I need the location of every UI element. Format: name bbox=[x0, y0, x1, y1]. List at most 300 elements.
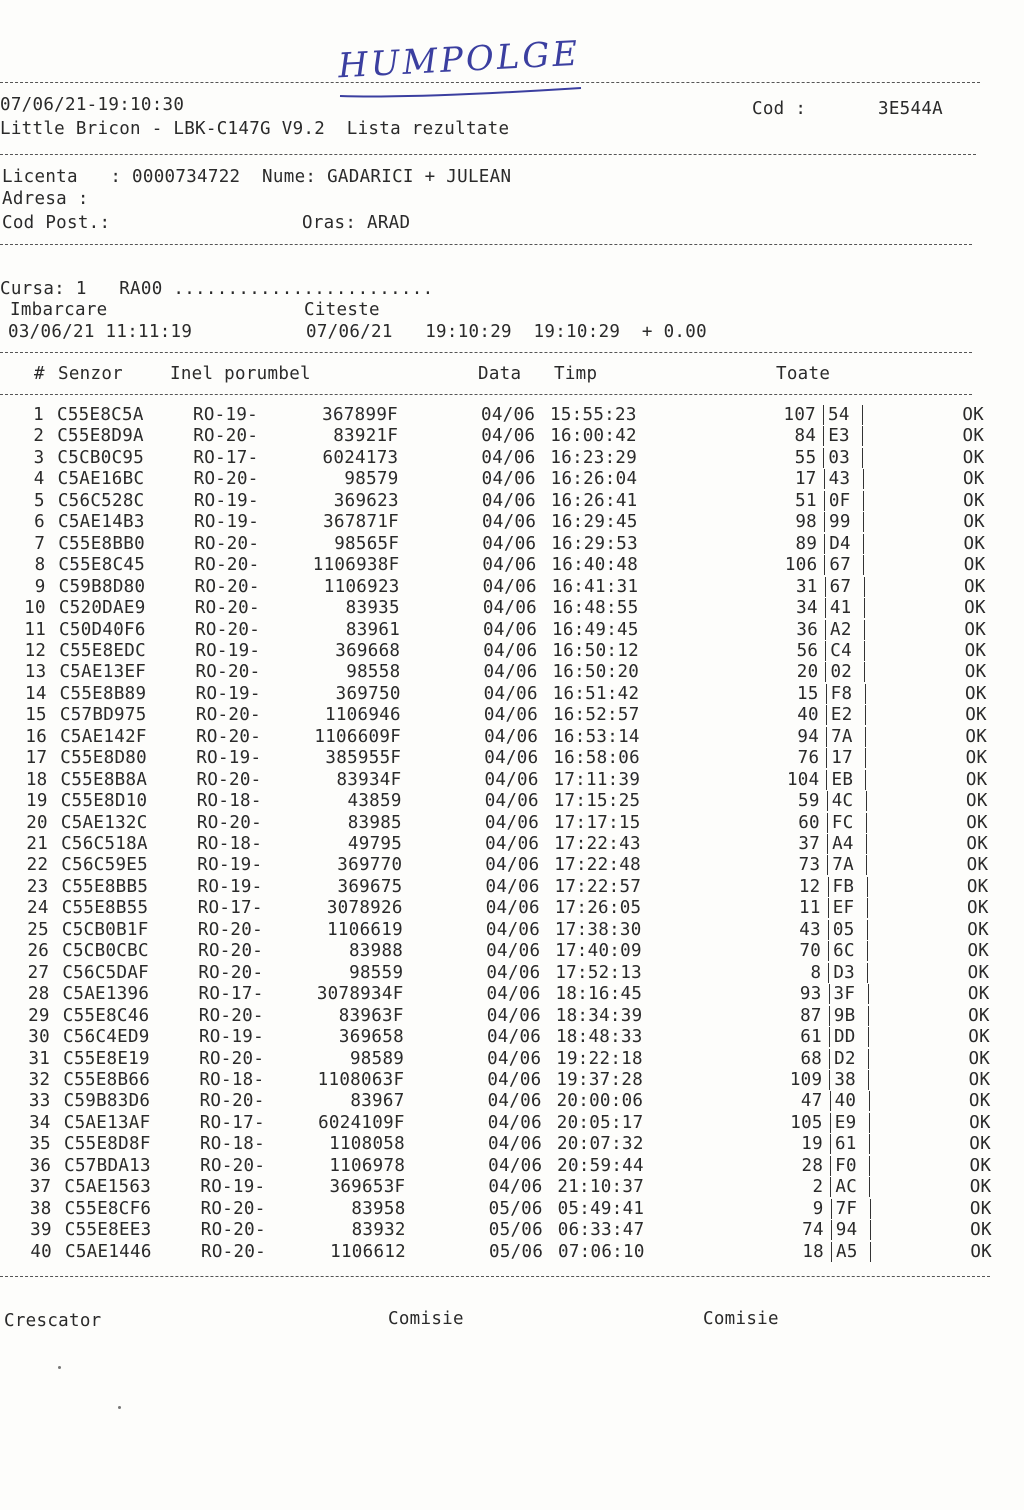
column-mark bbox=[866, 855, 867, 875]
check-code: 0F bbox=[828, 490, 851, 511]
column-mark bbox=[867, 941, 868, 961]
column-mark bbox=[862, 426, 863, 446]
sensor-id: C50D40F6 bbox=[59, 619, 146, 640]
sensor-id: C5AE1446 bbox=[65, 1241, 152, 1262]
arrival-date: 04/06 bbox=[483, 683, 538, 704]
column-mark bbox=[825, 662, 826, 682]
table-row bbox=[6, 983, 1006, 1005]
arrival-date: 04/06 bbox=[485, 855, 540, 876]
column-mark bbox=[829, 1070, 830, 1090]
arrival-time: 17:22:48 bbox=[554, 855, 641, 876]
ring-prefix: RO-20- bbox=[201, 1241, 267, 1262]
ring-prefix: RO-19- bbox=[195, 683, 261, 704]
status-ok: OK bbox=[965, 726, 988, 747]
divider-fancier bbox=[0, 244, 972, 245]
read-times: 07/06/21 19:10:29 19:10:29 + 0.00 bbox=[306, 322, 707, 342]
column-mark bbox=[830, 1156, 831, 1176]
arrival-time: 16:40:48 bbox=[551, 555, 639, 576]
arrival-count: 87 bbox=[800, 1005, 822, 1026]
ring-prefix: RO-20- bbox=[196, 769, 262, 790]
sensor-id: C55E8B89 bbox=[59, 683, 147, 704]
column-mark bbox=[862, 405, 863, 425]
boarding-label: Imbarcare bbox=[10, 300, 108, 320]
column-mark bbox=[824, 534, 825, 554]
arrival-time: 20:59:44 bbox=[557, 1155, 644, 1176]
ring-number: 369770 bbox=[337, 855, 403, 876]
arrival-count: 94 bbox=[797, 726, 820, 747]
table-row bbox=[7, 1176, 1007, 1198]
row-number: 34 bbox=[29, 1112, 51, 1133]
ring-number: 1106946 bbox=[325, 705, 401, 726]
arrival-date: 04/06 bbox=[487, 1048, 542, 1069]
table-row bbox=[4, 854, 1004, 876]
check-code: EB bbox=[831, 769, 854, 790]
table-row bbox=[3, 726, 1003, 748]
ring-prefix: RO-20- bbox=[196, 726, 262, 747]
row-number: 17 bbox=[25, 748, 48, 769]
arrival-count: 34 bbox=[796, 598, 818, 619]
check-code: 3F bbox=[833, 984, 856, 1005]
ring-prefix: RO-19- bbox=[194, 512, 260, 533]
ring-prefix: RO-20- bbox=[196, 812, 262, 833]
row-number: 39 bbox=[30, 1220, 52, 1241]
table-row bbox=[2, 661, 1002, 683]
row-number: 24 bbox=[27, 898, 49, 919]
arrival-date: 04/06 bbox=[488, 1155, 543, 1176]
ring-number: 98565F bbox=[334, 533, 400, 554]
arrival-time: 16:49:45 bbox=[552, 619, 639, 640]
sensor-id: C59B83D6 bbox=[63, 1091, 151, 1112]
sensor-id: C55E8C5A bbox=[57, 405, 144, 425]
column-mark bbox=[870, 1220, 871, 1240]
column-mark bbox=[830, 1113, 831, 1133]
column-mark bbox=[825, 577, 826, 597]
check-code: 7A bbox=[832, 855, 854, 876]
arrival-time: 20:07:32 bbox=[556, 1134, 644, 1155]
ring-prefix: RO-20- bbox=[194, 555, 260, 576]
column-mark bbox=[830, 1177, 831, 1197]
ring-prefix: RO-20- bbox=[195, 662, 261, 683]
arrival-date: 04/06 bbox=[483, 705, 539, 726]
arrival-count: 18 bbox=[802, 1241, 824, 1262]
column-mark bbox=[825, 641, 826, 661]
race-line: Cursa: 1 RA00 ........................ bbox=[0, 279, 434, 299]
arrival-date: 04/06 bbox=[482, 512, 537, 533]
status-ok: OK bbox=[969, 1112, 991, 1133]
column-mark bbox=[869, 1091, 870, 1111]
table-row bbox=[5, 876, 1005, 898]
row-number: 20 bbox=[26, 812, 48, 833]
arrival-time: 16:52:57 bbox=[552, 705, 640, 726]
ring-number: 369675 bbox=[337, 876, 403, 897]
arrival-count: 104 bbox=[786, 769, 820, 790]
arrival-time: 16:29:53 bbox=[551, 533, 638, 554]
sensor-id: C55E8B66 bbox=[63, 1069, 151, 1090]
arrival-time: 18:34:39 bbox=[555, 1005, 643, 1026]
table-row bbox=[2, 576, 1002, 598]
status-ok: OK bbox=[968, 1069, 991, 1090]
status-ok: OK bbox=[966, 834, 989, 854]
table-row bbox=[3, 747, 1003, 769]
arrival-time: 15:55:23 bbox=[550, 405, 637, 425]
arrival-count: 19 bbox=[801, 1134, 823, 1155]
ring-prefix: RO-19- bbox=[193, 405, 259, 425]
table-row bbox=[7, 1133, 1007, 1155]
ring-prefix: RO-19- bbox=[198, 1027, 264, 1048]
table-row bbox=[3, 704, 1003, 726]
arrival-date: 04/06 bbox=[481, 405, 536, 425]
row-number: 4 bbox=[33, 469, 45, 490]
arrival-time: 16:50:20 bbox=[552, 662, 640, 683]
ring-number: 3078926 bbox=[326, 898, 403, 919]
table-row bbox=[0, 404, 1000, 426]
ring-number: 3078934F bbox=[316, 984, 404, 1005]
arrival-time: 07:06:10 bbox=[558, 1241, 645, 1262]
table-row bbox=[8, 1198, 1008, 1220]
row-number: 33 bbox=[28, 1091, 51, 1112]
table-row bbox=[3, 683, 1003, 705]
sensor-id: C5CB0C95 bbox=[57, 447, 145, 468]
sensor-id: C55E8C45 bbox=[58, 555, 146, 576]
col-header-time: Timp bbox=[554, 364, 598, 384]
ring-number: 1106612 bbox=[330, 1241, 406, 1262]
column-mark bbox=[862, 448, 863, 468]
row-number: 21 bbox=[26, 834, 49, 854]
arrival-date: 04/06 bbox=[487, 1134, 543, 1155]
column-mark bbox=[865, 684, 866, 704]
ring-number: 98559 bbox=[349, 962, 404, 983]
row-number: 2 bbox=[33, 426, 45, 447]
row-number: 22 bbox=[26, 855, 49, 876]
table-row bbox=[7, 1090, 1007, 1112]
sensor-id: C55E8C46 bbox=[62, 1005, 150, 1026]
column-mark bbox=[869, 1177, 870, 1197]
column-mark bbox=[829, 984, 830, 1004]
status-ok: OK bbox=[962, 405, 984, 425]
column-mark bbox=[865, 705, 866, 725]
status-ok: OK bbox=[965, 705, 987, 726]
arrival-date: 04/06 bbox=[487, 1112, 542, 1133]
arrival-time: 18:16:45 bbox=[555, 984, 643, 1005]
column-mark bbox=[870, 1199, 871, 1219]
divider-top bbox=[0, 82, 980, 83]
column-mark bbox=[826, 770, 827, 790]
sensor-id: C59B8D80 bbox=[58, 576, 146, 597]
ring-number: 385955F bbox=[325, 748, 402, 769]
table-row bbox=[1, 511, 1001, 533]
status-ok: OK bbox=[967, 984, 990, 1005]
table-row bbox=[5, 897, 1005, 919]
sensor-id: C5AE16BC bbox=[57, 469, 145, 490]
row-number: 31 bbox=[28, 1048, 51, 1069]
ring-prefix: RO-18- bbox=[199, 1134, 265, 1155]
arrival-time: 05:49:41 bbox=[557, 1198, 645, 1219]
status-ok: OK bbox=[962, 447, 985, 468]
table-row bbox=[2, 640, 1002, 662]
arrival-date: 04/06 bbox=[485, 834, 540, 854]
arrival-date: 04/06 bbox=[486, 984, 541, 1005]
check-code: C4 bbox=[830, 640, 852, 661]
status-ok: OK bbox=[963, 576, 986, 597]
ring-number: 369623 bbox=[333, 490, 399, 511]
ring-number: 83967 bbox=[350, 1091, 405, 1112]
status-ok: OK bbox=[963, 555, 986, 576]
ring-number: 1106619 bbox=[327, 919, 403, 940]
ring-number: 43859 bbox=[347, 791, 402, 812]
row-number: 23 bbox=[26, 876, 49, 897]
divider-table-header bbox=[0, 394, 972, 395]
sensor-id: C5AE13AF bbox=[63, 1112, 151, 1133]
column-mark bbox=[824, 512, 825, 532]
arrival-time: 17:52:13 bbox=[555, 962, 643, 983]
status-ok: OK bbox=[965, 748, 988, 769]
sensor-id: C56C528C bbox=[57, 490, 145, 511]
status-ok: OK bbox=[967, 941, 990, 962]
column-mark bbox=[869, 1113, 870, 1133]
check-code: 4C bbox=[831, 791, 854, 812]
boarding-time: 03/06/21 11:11:19 bbox=[8, 322, 193, 342]
arrival-time: 16:00:42 bbox=[550, 426, 637, 447]
row-number: 32 bbox=[28, 1069, 51, 1090]
check-code: 05 bbox=[832, 919, 855, 940]
arrival-count: 40 bbox=[797, 705, 819, 726]
sensor-id: C56C518A bbox=[61, 834, 148, 854]
paper-speck bbox=[58, 1366, 61, 1369]
check-code: 41 bbox=[829, 598, 852, 619]
ring-prefix: RO-20- bbox=[200, 1220, 266, 1241]
arrival-date: 04/06 bbox=[486, 1005, 541, 1026]
arrival-count: 47 bbox=[800, 1091, 823, 1112]
status-ok: OK bbox=[964, 640, 987, 661]
divider-race bbox=[0, 352, 972, 353]
ring-number: 49795 bbox=[347, 834, 403, 854]
column-mark bbox=[829, 1049, 830, 1069]
licence-line: Licenta : 0000734722 Nume: GADARICI + JULEAN bbox=[2, 167, 512, 187]
status-ok: OK bbox=[967, 898, 989, 919]
check-code: EF bbox=[832, 898, 855, 919]
ring-prefix: RO-19- bbox=[200, 1177, 266, 1198]
column-mark bbox=[825, 598, 826, 618]
arrival-count: 93 bbox=[799, 984, 822, 1005]
row-number: 37 bbox=[29, 1177, 52, 1198]
column-mark bbox=[823, 448, 824, 468]
status-ok: OK bbox=[964, 619, 987, 640]
arrival-date: 04/06 bbox=[483, 619, 538, 640]
check-code: D2 bbox=[834, 1048, 856, 1069]
arrival-date: 04/06 bbox=[486, 962, 541, 983]
column-mark bbox=[825, 620, 826, 640]
check-code: E2 bbox=[830, 705, 853, 726]
ring-number: 98589 bbox=[349, 1048, 405, 1069]
arrival-date: 04/06 bbox=[481, 447, 536, 468]
column-mark bbox=[827, 791, 828, 811]
arrival-count: 37 bbox=[798, 834, 821, 854]
arrival-count: 28 bbox=[801, 1155, 824, 1176]
ring-prefix: RO-19- bbox=[196, 748, 262, 769]
check-code: A2 bbox=[830, 619, 852, 640]
arrival-count: 107 bbox=[783, 405, 816, 425]
commission-signature-label-2: Comisie bbox=[703, 1309, 779, 1329]
column-mark bbox=[864, 598, 865, 618]
column-mark bbox=[867, 920, 868, 940]
ring-prefix: RO-20- bbox=[200, 1198, 266, 1219]
column-mark bbox=[826, 684, 827, 704]
row-number: 12 bbox=[24, 640, 47, 661]
col-header-date: Data bbox=[478, 364, 522, 384]
sensor-id: C5AE1563 bbox=[64, 1177, 152, 1198]
arrival-time: 17:11:39 bbox=[553, 769, 641, 790]
ring-prefix: RO-17- bbox=[197, 898, 263, 919]
arrival-time: 16:58:06 bbox=[553, 748, 640, 769]
ring-prefix: RO-20- bbox=[198, 941, 264, 962]
sensor-id: C5AE14B3 bbox=[58, 512, 145, 533]
ring-number: 1106938F bbox=[312, 555, 400, 576]
check-code: 43 bbox=[828, 469, 851, 490]
arrival-time: 17:38:30 bbox=[554, 919, 642, 940]
read-label: Citeste bbox=[304, 300, 380, 320]
row-number: 10 bbox=[24, 598, 46, 619]
ring-prefix: RO-20- bbox=[198, 1005, 264, 1026]
ring-prefix: RO-17- bbox=[198, 984, 264, 1005]
arrival-count: 8 bbox=[810, 962, 822, 983]
ring-number: 1108058 bbox=[329, 1134, 405, 1155]
arrival-count: 70 bbox=[799, 941, 822, 962]
row-number: 15 bbox=[25, 705, 47, 726]
check-code: 9B bbox=[833, 1005, 856, 1026]
status-ok: OK bbox=[969, 1177, 992, 1198]
check-code: 7F bbox=[835, 1198, 858, 1219]
arrival-time: 16:50:12 bbox=[552, 640, 639, 661]
status-ok: OK bbox=[968, 1027, 990, 1048]
arrival-date: 04/06 bbox=[481, 490, 536, 511]
row-number: 38 bbox=[29, 1198, 52, 1219]
check-code: 99 bbox=[829, 512, 851, 533]
arrival-count: 43 bbox=[799, 919, 821, 940]
sensor-id: C5AE132C bbox=[60, 812, 148, 833]
column-mark bbox=[828, 941, 829, 961]
col-header-all: Toate bbox=[776, 364, 831, 384]
column-mark bbox=[828, 898, 829, 918]
ring-number: 369653F bbox=[329, 1177, 406, 1198]
arrival-time: 16:26:04 bbox=[550, 469, 638, 490]
column-mark bbox=[863, 534, 864, 554]
arrival-count: 9 bbox=[812, 1198, 824, 1219]
arrival-date: 04/06 bbox=[481, 469, 536, 490]
column-mark bbox=[824, 491, 825, 511]
ring-number: 83935 bbox=[345, 598, 400, 619]
arrival-date: 04/06 bbox=[482, 533, 537, 554]
ring-prefix: RO-19- bbox=[195, 640, 261, 661]
check-code: 7A bbox=[831, 726, 853, 747]
ring-number: 1108063F bbox=[317, 1069, 405, 1090]
ring-number: 83921F bbox=[333, 426, 399, 447]
status-ok: OK bbox=[964, 598, 986, 619]
arrival-date: 04/06 bbox=[481, 426, 536, 447]
device-line: Little Bricon - LBK-C147G V9.2 Lista rezultate bbox=[0, 119, 510, 139]
check-code: 94 bbox=[835, 1220, 858, 1241]
column-mark bbox=[826, 727, 827, 747]
column-mark bbox=[827, 813, 828, 833]
ring-prefix: RO-20- bbox=[193, 469, 259, 490]
status-ok: OK bbox=[963, 512, 986, 533]
arrival-count: 60 bbox=[798, 812, 820, 833]
check-code: 61 bbox=[834, 1134, 857, 1155]
arrival-time: 16:29:45 bbox=[551, 512, 638, 533]
column-mark bbox=[863, 491, 864, 511]
sensor-id: C5CB0CBC bbox=[62, 941, 149, 962]
ring-prefix: RO-20- bbox=[200, 1155, 266, 1176]
arrival-date: 04/06 bbox=[482, 555, 537, 576]
arrival-count: 15 bbox=[796, 683, 819, 704]
ring-number: 83988 bbox=[348, 941, 404, 962]
arrival-date: 04/06 bbox=[485, 898, 540, 919]
arrival-count: 109 bbox=[789, 1069, 823, 1090]
ring-prefix: RO-20- bbox=[193, 426, 259, 447]
status-ok: OK bbox=[966, 855, 989, 876]
check-code: A5 bbox=[836, 1241, 858, 1262]
status-ok: OK bbox=[962, 426, 985, 447]
ring-prefix: RO-20- bbox=[199, 1091, 265, 1112]
breeder-signature-label: Crescator bbox=[4, 1311, 102, 1331]
arrival-date: 04/06 bbox=[482, 576, 537, 597]
arrival-date: 04/06 bbox=[487, 1091, 542, 1112]
row-number: 25 bbox=[27, 919, 49, 940]
status-ok: OK bbox=[967, 919, 989, 940]
row-number: 18 bbox=[25, 769, 48, 790]
column-mark bbox=[824, 469, 825, 489]
row-number: 36 bbox=[29, 1155, 52, 1176]
table-row bbox=[7, 1112, 1007, 1134]
arrival-date: 04/06 bbox=[484, 791, 539, 812]
table-row bbox=[2, 619, 1002, 641]
ring-prefix: RO-18- bbox=[197, 834, 263, 854]
table-row bbox=[1, 468, 1001, 490]
ring-number: 83985 bbox=[347, 812, 402, 833]
row-number: 40 bbox=[30, 1241, 52, 1262]
row-number: 7 bbox=[34, 533, 46, 554]
status-ok: OK bbox=[968, 1091, 991, 1112]
table-row bbox=[8, 1219, 1008, 1241]
table-row bbox=[6, 1048, 1006, 1070]
column-mark bbox=[868, 1027, 869, 1047]
arrival-time: 20:00:06 bbox=[556, 1091, 644, 1112]
status-ok: OK bbox=[969, 1155, 992, 1176]
row-number: 8 bbox=[34, 555, 46, 576]
check-code: 54 bbox=[828, 405, 850, 425]
arrival-date: 05/06 bbox=[489, 1241, 544, 1262]
column-mark bbox=[831, 1199, 832, 1219]
check-code: AC bbox=[835, 1177, 858, 1198]
row-number: 14 bbox=[24, 683, 47, 704]
row-number: 16 bbox=[25, 726, 48, 747]
sensor-id: C5CB0B1F bbox=[61, 919, 149, 940]
sensor-id: C55E8D9A bbox=[57, 426, 144, 447]
table-row bbox=[4, 833, 1004, 855]
ring-number: 369750 bbox=[335, 683, 401, 704]
ring-prefix: RO-20- bbox=[195, 705, 261, 726]
status-ok: OK bbox=[970, 1241, 992, 1262]
check-code: 67 bbox=[829, 576, 852, 597]
column-mark bbox=[863, 469, 864, 489]
arrival-count: 89 bbox=[795, 533, 818, 554]
status-ok: OK bbox=[962, 469, 985, 490]
sensor-id: C55E8B8A bbox=[60, 769, 148, 790]
table-row bbox=[3, 769, 1003, 791]
ring-prefix: RO-19- bbox=[197, 855, 263, 876]
check-code: D4 bbox=[829, 533, 851, 554]
sensor-id: C5AE142F bbox=[60, 726, 147, 747]
code-label: Cod : bbox=[752, 99, 807, 119]
